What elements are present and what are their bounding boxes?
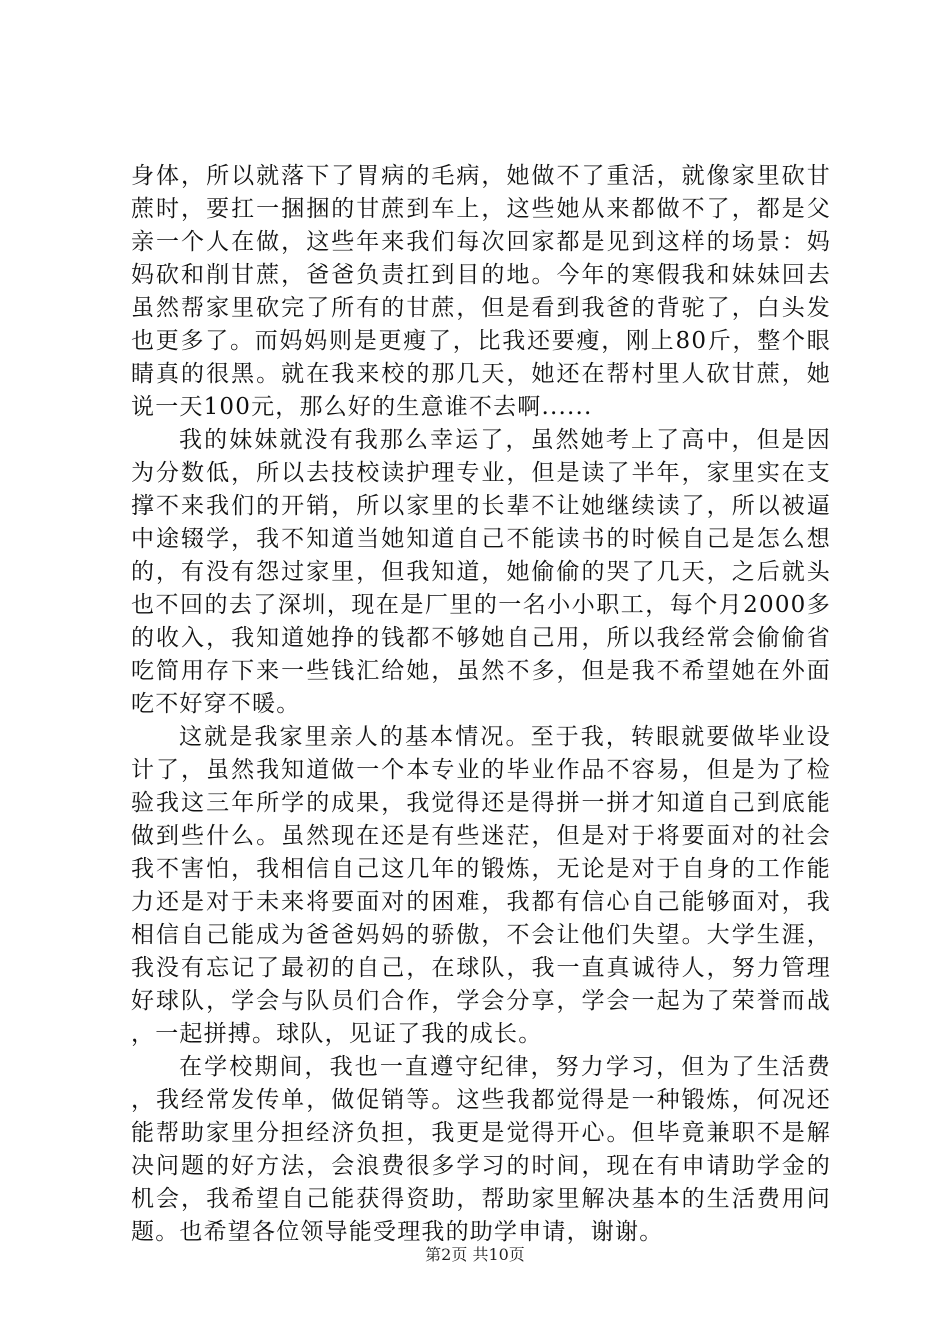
document-body: [131, 160, 831, 1249]
page-footer: 第2页 共10页: [425, 1245, 525, 1264]
paragraph-1: 身体，所以就落下了胃病的毛病，她做不了重活，就像家里砍甘蔗时，要扛一捆捆的甘蔗到车上，这些她从来都做不了，都是父亲一个人在做，这些年来我们每次回家都是见到这样的场景：妈妈砍和削甘蔗，爸爸负责扛到目的地。今年的寒假我和妹妹回去虽然帮家里砍完了所有的甘蔗，但是看到我爸的背驼了，白头发也更多了。而妈妈则是更瘦了，比我还要瘦，刚上80斤，整个眼睛真的很黑。就在我来校的那几天，她还在帮村里人砍甘蔗，她说一天100元，那么好的生意谁不去啊......: [131, 163, 831, 420]
paragraph-4: 在学校期间，我也一直遵守纪律，努力学习，但为了生活费，我经常发传单，做促销等。这些我都觉得是一种锻炼，何况还能帮助家里分担经济负担，我更是觉得开心。但毕竟兼职不是解决问题的好方法，会浪费很多学习的时间，现在有申请助学金的机会，我希望自己能获得资助，帮助家里解决基本的生活费用问题。也希望各位领导能受理我的助学申请，谢谢。: [131, 1054, 831, 1245]
paragraph-3: 这就是我家里亲人的基本情况。至于我，转眼就要做毕业设计了，虽然我知道做一个本专业的毕业作品不容易，但是为了检验我这三年所学的成果，我觉得还是得拼一拼才知道自己到底能做到些什么。虽然现在还是有些迷茫，但是对于将要面对的社会我不害怕，我相信自己这几年的锻炼，无论是对于自身的工作能力还是对于未来将要面对的困难，我都有信心自己能够面对，我相信自己能成为爸爸妈妈的骄傲，不会让他们失望。大学生涯，我没有忘记了最初的自己，在球队，我一直真诚待人，努力管理好球队，学会与队员们合作，学会分享，学会一起为了荣誉而战，一起拼搏。球队，见证了我的成长。: [131, 724, 831, 1047]
paragraph-2: 我的妹妹就没有我那么幸运了，虽然她考上了高中，但是因为分数低，所以去技校读护理专业，但是读了半年，家里实在支撑不来我们的开销，所以家里的长辈不让她继续读了，所以被逼中途辍学，我不知道当她知道自己不能读书的时候自己是怎么想的，有没有怨过家里，但我知道，她偷偷的哭了几天，之后就头也不回的去了深圳，现在是厂里的一名小小职工，每个月2000多的收入，我知道她挣的钱都不够她自己用，所以我经常会偷偷省吃简用存下来一些钱汇给她，虽然不多，但是我不希望她在外面吃不好穿不暖。: [131, 427, 831, 717]
